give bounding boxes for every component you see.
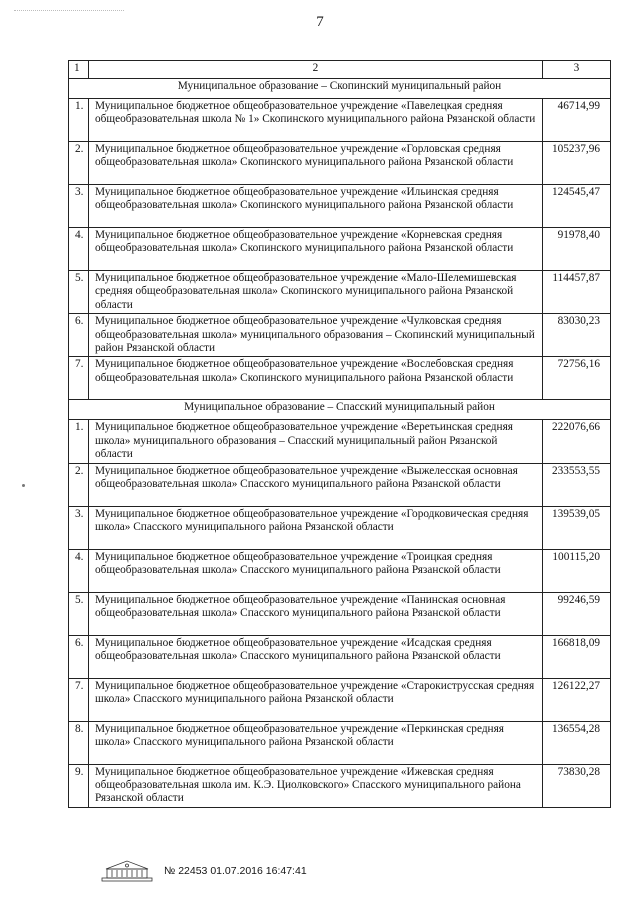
footer-number-sign: № <box>164 865 176 877</box>
amount-value: 99246,59 <box>543 592 611 635</box>
scan-artifact-dots <box>14 10 124 11</box>
row-number: 2. <box>69 142 89 185</box>
school-name: Муниципальное бюджетное общеобразовательное учреждение «Старокиструсская средняя школа» Спасского муниципального района Рязанской области <box>89 678 543 721</box>
school-name: Муниципальное бюджетное общеобразовательное учреждение «Выжелесская основная общеобразовательная школа» Спасского муниципального района Рязанской области <box>89 463 543 506</box>
row-number: 2. <box>69 463 89 506</box>
header-col-1: 1 <box>69 61 89 79</box>
amount-value: 126122,27 <box>543 678 611 721</box>
school-name: Муниципальное бюджетное общеобразовательное учреждение «Ижевская средняя общеобразовательная школа им. К.Э. Циолковского» Спасского муниципального района Рязанской области <box>89 764 543 807</box>
footer-datetime: 01.07.2016 16:47:41 <box>210 865 307 877</box>
table-row <box>69 549 611 592</box>
table-row <box>69 185 611 228</box>
page-number: 7 <box>316 14 324 30</box>
section-header-row <box>69 400 611 420</box>
amount-value: 233553,55 <box>543 463 611 506</box>
table-header-row <box>69 61 611 79</box>
row-number: 6. <box>69 314 89 357</box>
section-title: Муниципальное образование – Скопинский муниципальный район <box>69 79 611 99</box>
table-row <box>69 420 611 463</box>
school-name: Муниципальное бюджетное общеобразовательное учреждение «Вослебовская средняя общеобразовательная школа» Скопинского муниципального района Рязанской области <box>89 357 543 400</box>
table-row <box>69 678 611 721</box>
row-number: 9. <box>69 764 89 807</box>
table-row <box>69 635 611 678</box>
row-number: 7. <box>69 357 89 400</box>
amount-value: 124545,47 <box>543 185 611 228</box>
section-header-row <box>69 79 611 99</box>
table-row <box>69 142 611 185</box>
allocation-table <box>68 60 611 808</box>
header-col-3: 3 <box>543 61 611 79</box>
row-number: 5. <box>69 271 89 314</box>
school-name: Муниципальное бюджетное общеобразовательное учреждение «Чулковская средняя общеобразовательная школа» муниципального образования – Скопинский муниципальный район Рязанской области <box>89 314 543 357</box>
row-number: 5. <box>69 592 89 635</box>
school-name: Муниципальное бюджетное общеобразовательное учреждение «Городковическая средняя школа» Спасского муниципального района Рязанской области <box>89 506 543 549</box>
school-name: Муниципальное бюджетное общеобразовательное учреждение «Павелецкая средняя общеобразовательная школа № 1» Скопинского муниципального района Рязанской области <box>89 99 543 142</box>
amount-value: 72756,16 <box>543 357 611 400</box>
school-name: Муниципальное бюджетное общеобразовательное учреждение «Ильинская средняя общеобразовательная школа» Скопинского муниципального района Рязанской области <box>89 185 543 228</box>
row-number: 1. <box>69 420 89 463</box>
table-row <box>69 463 611 506</box>
table-row <box>69 228 611 271</box>
school-name: Муниципальное бюджетное общеобразовательное учреждение «Панинская основная общеобразовательная школа» Спасского муниципального района Рязанской области <box>89 592 543 635</box>
amount-value: 46714,99 <box>543 99 611 142</box>
amount-value: 100115,20 <box>543 549 611 592</box>
row-number: 8. <box>69 721 89 764</box>
header-col-2: 2 <box>89 61 543 79</box>
school-name: Муниципальное бюджетное общеобразовательное учреждение «Исадская средняя общеобразовательная школа» Спасского муниципального района Рязанской области <box>89 635 543 678</box>
row-number: 1. <box>69 99 89 142</box>
table-row <box>69 271 611 314</box>
table-row <box>69 592 611 635</box>
row-number: 3. <box>69 185 89 228</box>
amount-value: 73830,28 <box>543 764 611 807</box>
school-name: Муниципальное бюджетное общеобразовательное учреждение «Мало-Шелемишевская средняя общеобразовательная школа» Скопинского муниципального района Рязанской области <box>89 271 543 314</box>
row-number: 4. <box>69 228 89 271</box>
registry-building-icon <box>98 858 156 884</box>
table-row <box>69 506 611 549</box>
footer-text <box>164 865 307 877</box>
school-name: Муниципальное бюджетное общеобразовательное учреждение «Веретьинская средняя школа» муниципального образования – Спасский муниципальный район Рязанской области <box>89 420 543 463</box>
table-row <box>69 721 611 764</box>
amount-value: 136554,28 <box>543 721 611 764</box>
amount-value: 139539,05 <box>543 506 611 549</box>
table-row <box>69 99 611 142</box>
school-name: Муниципальное бюджетное общеобразовательное учреждение «Перкинская средняя школа» Спасского муниципального района Рязанской области <box>89 721 543 764</box>
section-title: Муниципальное образование – Спасский муниципальный район <box>69 400 611 420</box>
table-row <box>69 764 611 807</box>
table-row <box>69 357 611 400</box>
amount-value: 166818,09 <box>543 635 611 678</box>
scan-artifact-dot <box>22 484 25 487</box>
amount-value: 91978,40 <box>543 228 611 271</box>
row-number: 6. <box>69 635 89 678</box>
row-number: 3. <box>69 506 89 549</box>
table-row <box>69 314 611 357</box>
amount-value: 105237,96 <box>543 142 611 185</box>
footer-doc-id: 22453 <box>178 865 208 877</box>
amount-value: 222076,66 <box>543 420 611 463</box>
row-number: 7. <box>69 678 89 721</box>
school-name: Муниципальное бюджетное общеобразовательное учреждение «Горловская средняя общеобразовательная школа» Скопинского муниципального района Рязанской области <box>89 142 543 185</box>
school-name: Муниципальное бюджетное общеобразовательное учреждение «Троицкая средняя общеобразовательная школа» Спасского муниципального района Рязанской области <box>89 549 543 592</box>
document-footer <box>98 858 307 884</box>
amount-value: 114457,87 <box>543 271 611 314</box>
row-number: 4. <box>69 549 89 592</box>
amount-value: 83030,23 <box>543 314 611 357</box>
school-name: Муниципальное бюджетное общеобразовательное учреждение «Корневская средняя общеобразовательная школа» Скопинского муниципального района Рязанской области <box>89 228 543 271</box>
